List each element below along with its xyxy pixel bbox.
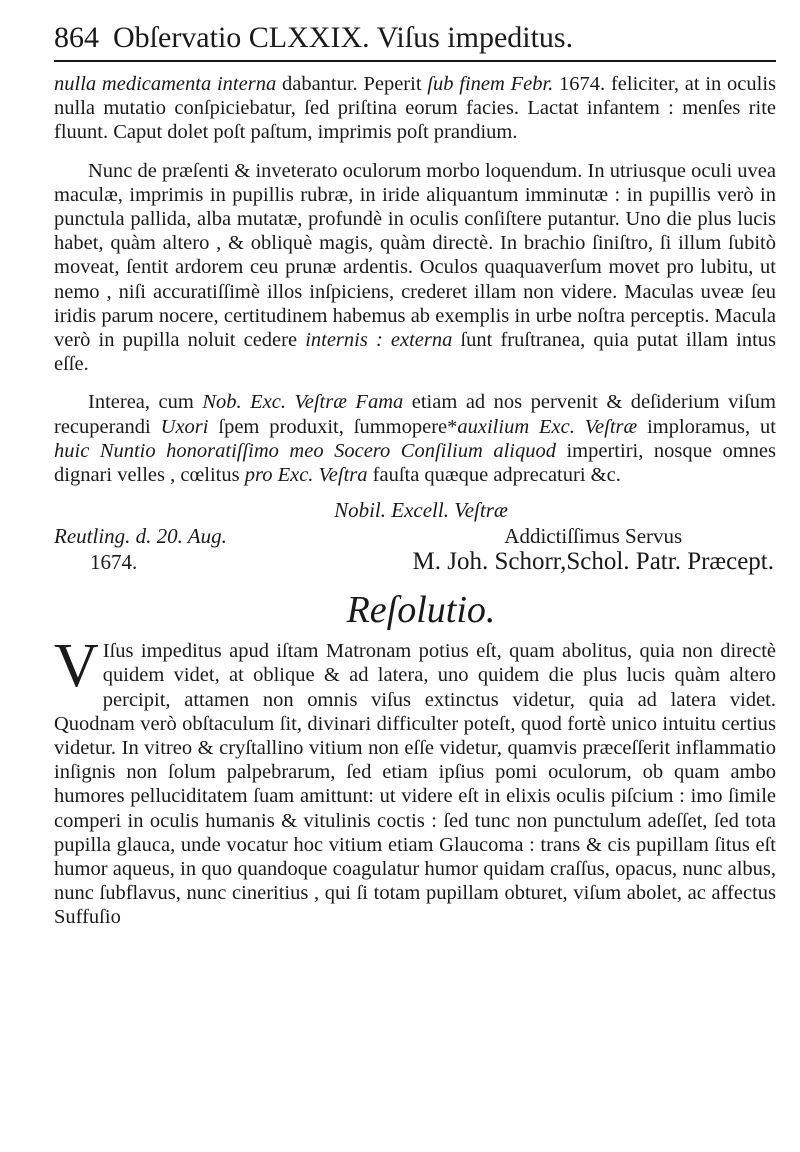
text-run: ſunt fruſtranea, quia putat illam intus eſſe. xyxy=(54,329,776,376)
italic-run: Uxori xyxy=(160,415,209,438)
paragraph-3 xyxy=(54,390,776,487)
text-run: etiam ad nos pervenit & deſiderium viſum recuperandi xyxy=(54,391,776,438)
signatory-name: M. Joh. Schorr,Schol. Patr. Præcept. xyxy=(412,548,774,576)
text-run: imploramus, ut xyxy=(637,415,776,438)
italic-run: Nob. Exc. Veſtræ Fama xyxy=(202,391,404,414)
italic-run: internis : externa xyxy=(305,329,453,352)
page-number: 864 xyxy=(54,21,99,54)
running-header xyxy=(54,18,788,58)
italic-run: nulla medicamenta interna xyxy=(54,73,277,95)
section-heading: Reſolutio. xyxy=(346,589,496,632)
italic-run: ſub finem Febr. xyxy=(427,73,554,95)
italic-run: pro Exc. Veſtra xyxy=(244,464,368,487)
text-run: dabantur. Peperit xyxy=(276,73,428,95)
running-title: Obſervatio CLXXIX. Viſus impeditus. xyxy=(113,21,574,54)
place-date xyxy=(54,523,227,575)
text-run: Interea, cum xyxy=(88,391,203,414)
letter-closing xyxy=(54,497,788,575)
signature xyxy=(413,523,775,575)
italic-run: auxilium Exc. Veſtræ xyxy=(457,415,638,438)
closing-address: Nobil. Excell. Veſtræ xyxy=(334,498,508,523)
text-run: fauſta quæque adprecaturi &c. xyxy=(367,464,621,487)
servant-line: Addictiſſimus Servus xyxy=(504,524,683,549)
drop-cap: V xyxy=(54,632,99,701)
signature-row xyxy=(54,523,774,575)
paragraph-2 xyxy=(54,159,776,377)
paragraph-4 xyxy=(54,632,776,929)
place-date-line: Reutling. d. 20. Aug. xyxy=(54,524,227,549)
text-run: Nunc de præſenti & inveterato oculorum morbo loquendum. In utriusque oculi uvea maculæ, imprimis in pupillis rubræ, in iride aliquantum imminutæ : in pupillis verò in punctula pallida, alba mutatæ, profundè in oculis conſiſtere putantur. Uno die plus lucis habet, quàm altero , & obliquè magis, quàm directè. In brachio ſiniſtro, ſi illum ſubitò moveat, ſentit ardorem ceu prunæ ardentis. Oculos quaquaverſum movet pro lubitu, ut nemo , niſi accuratiſſimè illos inſpiciens, crederet illam non videre. Maculas uveæ ſeu iridis parum nocere, certitudinem habemus ab exemplis in urbe noſtra perceptis. Macula verò in pupilla noluit cedere xyxy=(54,159,776,352)
italic-run: huic Nuntio honoratiſſimo meo Socero Conſilium aliquod xyxy=(54,439,556,462)
year-line: 1674. xyxy=(90,550,138,575)
paragraph-4-body: Iſus impeditus apud iſtam Matronam potius eſt, quam abolitus, quia non directè quidem videt, at oblique & ad latera, uno quidem die plus lucis quàm altero percipit, attamen non omnis viſus extinctus videtur, quia ad latera videt. Quodnam verò obſtaculum ſit, divinari difficulter poteſt, quod fortè unico intuitu certius videtur. In vitreo & cryſtallino vitium non eſſe videtur, quamvis præceſſerit inflammatio inſignis non ſolum palpebrarum, ſed etiam ipſius pomi oculorum, ob quam ambo humores pelluciditatem ſuam amittunt: ut videre eſt in elixis oculis piſcium : imo ſimile comperi in oculis humanis & vitulinis coctis : ſed tunc non punctulum adeſſet, ſed tota pupilla glauca, unde vocatur hoc vitium etiam Glaucoma : trans & cis pupillam ſitus eſt humor aqueus, in quo quandoque coagulatur humor quidam craſſus, opacus, nunc albus, nunc ſubflavus, nunc cineritius , qui ſi totam pupillam obturet, viſum abolet, ac affectus Suffuſio xyxy=(54,640,776,929)
paragraph-1 xyxy=(54,72,776,145)
text-run: 1674. feliciter, at in oculis nulla mutatio conſpiciebatur, ſed priſtina eorum facies. Lactat infantem : menſes rite fluunt. Caput dolet poſt paſtum, imprimis poſt prandium. xyxy=(54,73,776,144)
text-run: ſpem produxit, ſummopere* xyxy=(208,415,458,438)
text-run: impertiri, nosque omnes dignari velles , cœlitus xyxy=(54,439,776,487)
header-rule xyxy=(54,60,776,62)
